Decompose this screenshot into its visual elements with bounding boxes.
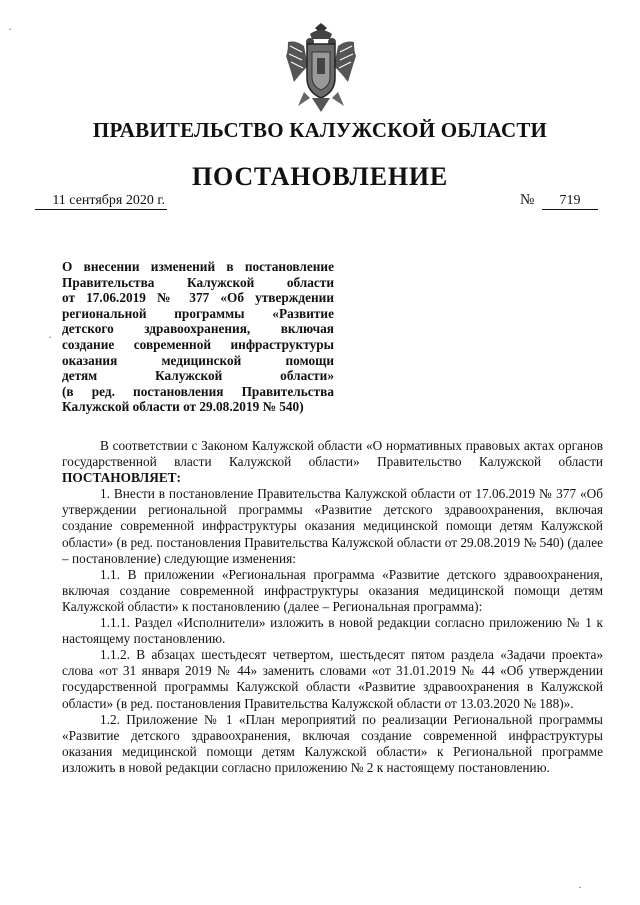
document-date: 11 сентября 2020 г. [35, 193, 167, 210]
paragraph-1-1-2: 1.1.2. В абзацах шестьдесят четвертом, шестьдесят пятом раздела «Задачи проекта» слова «от 31 января 2019 № 44» заменить словами «от 31.01.2019 № 44 «Об утверждении государственной программы Калужской области «Развитие здравоохранения в Калужской области» (в ред. постановления Правительства Калужской области от 13.03.2020 № 188)». [62, 647, 603, 711]
paragraph-1: 1. Внести в постановление Правительства Калужской области от 17.06.2019 № 377 «Об утверждении региональной программы «Развитие детского здравоохранения, включая создание современной инфраструктуры оказания медицинской помощи детям Калужской области» (в ред. постановления Правительства Калужской области от 29.08.2019 № 540) (далее – постановление) следующие изменения: [62, 486, 603, 566]
paragraph-1-1-1: 1.1.1. Раздел «Исполнители» изложить в новой редакции согласно приложению № 1 к настоящему постановлению. [62, 615, 603, 647]
subject-line: О внесении изменений в постановление [62, 259, 334, 274]
preamble-text: В соответствии с Законом Калужской области «О нормативных правовых актах органов государственной власти Калужской области» Правительство Калужской области [62, 438, 603, 470]
subject-line: детям Калужской области» [62, 368, 334, 384]
subject-line: детского здравоохранения, включая [62, 321, 334, 337]
subject-line: (в ред. постановления Правительства [62, 383, 334, 399]
document-body [62, 438, 603, 776]
subject-line: оказания медицинской помощи [62, 352, 334, 368]
number-sign: № [520, 192, 535, 208]
subject-line: от 17.06.2019 № 377 «Об утверждении [62, 290, 334, 306]
document-subject [62, 259, 334, 415]
scan-mark: · [48, 330, 52, 344]
subject-line: региональной программы «Развитие [62, 305, 334, 321]
document-type: ПОСТАНОВЛЕНИЕ [191, 162, 449, 191]
scan-mark: · [578, 880, 582, 894]
paragraph-1-1: 1.1. В приложении «Региональная программа «Развитие детского здравоохранения, включая создание современной инфраструктуры оказания медицинской помощи детям Калужской области» к постановлению (далее – Региональная программа): [62, 566, 603, 614]
preamble-paragraph [62, 438, 603, 486]
document-number: 719 [542, 193, 598, 210]
subject-line: Правительства Калужской области [62, 274, 334, 290]
government-name: ПРАВИТЕЛЬСТВО КАЛУЖСКОЙ ОБЛАСТИ [92, 118, 548, 142]
scan-mark: · [8, 22, 12, 36]
coat-of-arms-icon [282, 22, 360, 114]
paragraph-1-2: 1.2. Приложение № 1 «План мероприятий по реализации Региональной программы «Развитие детского здравоохранения, включая создание современной инфраструктуры оказания медицинской помощи детям Калужской области» к Региональной программе изложить в новой редакции согласно приложению № 2 к настоящему постановлению. [62, 711, 603, 775]
subject-line: создание современной инфраструктуры [62, 336, 334, 352]
subject-line: Калужской области от 29.08.2019 № 540) [62, 399, 304, 415]
decree-word: ПОСТАНОВЛЯЕТ: [62, 470, 181, 486]
